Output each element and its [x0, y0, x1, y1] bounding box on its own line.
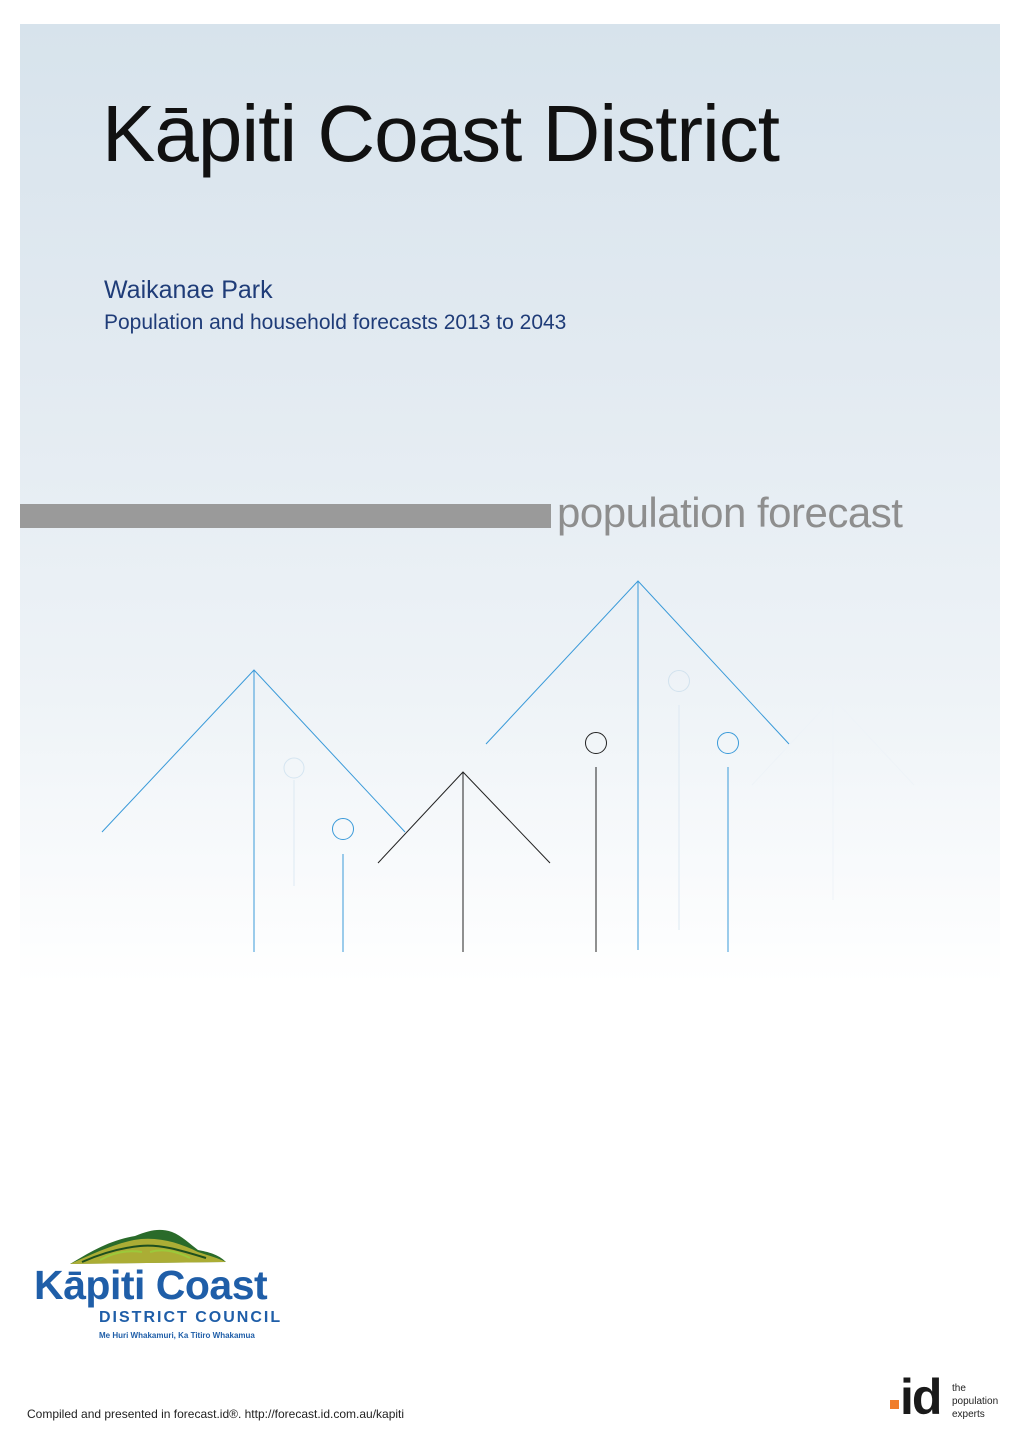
product-label: population forecast: [557, 489, 903, 536]
circle-blue-left: [333, 819, 354, 840]
id-logo-dot: [890, 1400, 899, 1409]
area-name: Waikanae Park: [104, 276, 273, 304]
council-name: Kāpiti Coast: [34, 1262, 268, 1308]
faint-circle-right: [669, 671, 690, 692]
id-tagline-line: experts: [952, 1409, 985, 1420]
id-logo-mark: id: [900, 1369, 941, 1425]
id-tagline-line: the: [952, 1383, 966, 1394]
page-title: Kāpiti Coast District: [102, 89, 779, 178]
report-subtitle: Population and household forecasts 2013 to 2043: [104, 311, 567, 334]
council-motto: Me Huri Whakamuri, Ka Titiro Whakamua: [99, 1331, 255, 1340]
council-subtitle: DISTRICT COUNCIL: [99, 1309, 283, 1326]
footer-credit: Compiled and presented in forecast.id®. http://forecast.id.com.au/kapiti: [27, 1407, 405, 1421]
id-logo-tagline: [952, 1382, 998, 1421]
roof-line-middle: [378, 772, 550, 863]
circle-black: [586, 733, 607, 754]
faint-circle-left: [284, 758, 304, 778]
id-tagline-line: population: [952, 1396, 999, 1407]
circle-blue-right: [718, 733, 739, 754]
